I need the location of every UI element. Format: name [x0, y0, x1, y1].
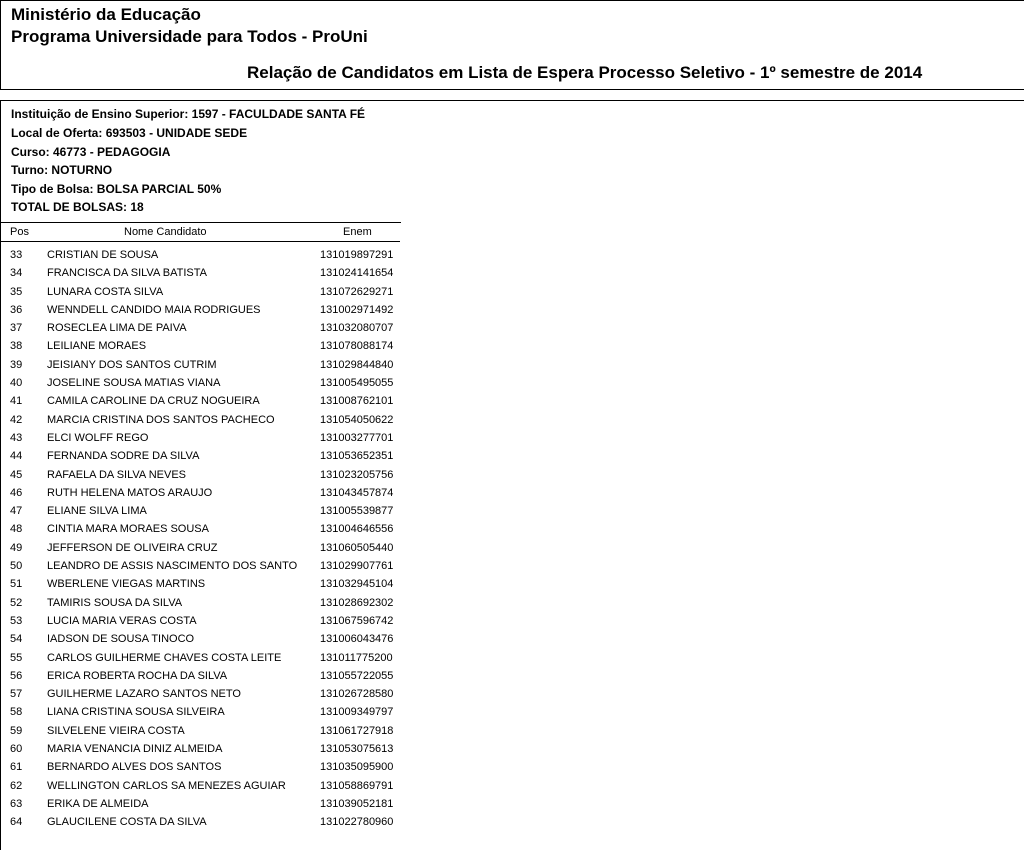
cell-enem: 131024141654	[320, 267, 394, 280]
cell-pos: 39	[10, 358, 23, 371]
table-row	[0, 319, 400, 337]
cell-pos: 51	[10, 578, 23, 591]
cell-pos: 40	[10, 377, 23, 390]
cell-name: LUCIA MARIA VERAS COSTA	[47, 614, 197, 627]
cell-enem: 131053652351	[320, 450, 394, 463]
cell-enem: 131029907761	[320, 560, 394, 573]
cell-name: LIANA CRISTINA SOUSA SILVEIRA	[47, 706, 225, 719]
table-row	[0, 758, 400, 776]
candidate-table	[0, 246, 400, 832]
shift-line: Turno: NOTURNO	[11, 163, 113, 177]
cell-pos: 61	[10, 761, 23, 774]
cell-enem: 131029844840	[320, 358, 394, 371]
cell-enem: 131061727918	[320, 724, 394, 737]
cell-pos: 56	[10, 669, 23, 682]
cell-name: GLAUCILENE COSTA DA SILVA	[47, 816, 207, 829]
cell-enem: 131009349797	[320, 706, 394, 719]
cell-pos: 38	[10, 340, 23, 353]
cell-enem: 131003277701	[320, 431, 394, 444]
cell-name: JOSELINE SOUSA MATIAS VIANA	[47, 377, 221, 390]
cell-name: BERNARDO ALVES DOS SANTOS	[47, 761, 222, 774]
cell-name: IADSON DE SOUSA TINOCO	[47, 633, 195, 646]
cell-pos: 36	[10, 303, 23, 316]
cell-pos: 55	[10, 651, 23, 664]
table-row	[0, 813, 400, 831]
cell-name: SILVELENE VIEIRA COSTA	[47, 724, 185, 737]
cell-pos: 52	[10, 596, 23, 609]
table-row	[0, 575, 400, 593]
table-row	[0, 484, 400, 502]
cell-enem: 131039052181	[320, 797, 394, 810]
cell-name: ERICA ROBERTA ROCHA DA SILVA	[47, 669, 228, 682]
table-row	[0, 411, 400, 429]
cell-enem: 131072629271	[320, 285, 394, 298]
table-row	[0, 685, 400, 703]
table-row	[0, 539, 400, 557]
cell-name: ELIANE SILVA LIMA	[47, 505, 147, 518]
cell-pos: 41	[10, 395, 23, 408]
cell-name: TAMIRIS SOUSA DA SILVA	[47, 596, 183, 609]
table-row	[0, 557, 400, 575]
cell-enem: 131011775200	[320, 651, 393, 664]
cell-name: CRISTIAN DE SOUSA	[47, 249, 159, 261]
cell-pos: 33	[10, 249, 23, 261]
table-row	[0, 374, 400, 392]
program-title: Programa Universidade para Todos - ProUni	[11, 27, 368, 46]
cell-name: WELLINGTON CARLOS SA MENEZES AGUIAR	[47, 779, 286, 792]
cell-name: LUNARA COSTA SILVA	[47, 285, 164, 298]
table-row	[0, 301, 400, 319]
table-row	[0, 630, 400, 648]
cell-enem: 131023205756	[320, 468, 394, 481]
table-row	[0, 795, 400, 813]
table-row	[0, 356, 400, 374]
cell-name: JEISIANY DOS SANTOS CUTRIM	[47, 358, 217, 371]
ministry-title: Ministério da Educação	[11, 5, 201, 24]
table-row	[0, 337, 400, 355]
cell-name: CAMILA CAROLINE DA CRUZ NOGUEIRA	[47, 395, 260, 408]
table-row	[0, 612, 400, 630]
table-row	[0, 264, 400, 282]
cell-pos: 37	[10, 322, 23, 335]
cell-enem: 131004646556	[320, 523, 394, 536]
cell-pos: 35	[10, 285, 23, 298]
cell-enem: 131067596742	[320, 614, 394, 627]
total-scholarships-line: TOTAL DE BOLSAS: 18	[11, 200, 144, 214]
cell-name: JEFFERSON DE OLIVEIRA CRUZ	[47, 541, 218, 554]
course-line: Curso: 46773 - PEDAGOGIA	[11, 145, 171, 159]
cell-name: GUILHERME LAZARO SANTOS NETO	[47, 688, 241, 701]
table-row	[0, 594, 400, 612]
cell-pos: 49	[10, 541, 23, 554]
cell-enem: 131035095900	[320, 761, 394, 774]
table-header	[0, 223, 400, 242]
report-title: Relação de Candidatos em Lista de Espera Processo Seletivo - 1º semestre de 2014	[247, 63, 923, 82]
table-row	[0, 703, 400, 721]
cell-pos: 58	[10, 706, 23, 719]
cell-pos: 44	[10, 450, 23, 463]
cell-enem: 131008762101	[320, 395, 394, 408]
cell-pos: 53	[10, 614, 23, 627]
cell-name: FERNANDA SODRE DA SILVA	[47, 450, 200, 463]
table-row	[0, 649, 400, 667]
cell-name: WBERLENE VIEGAS MARTINS	[47, 578, 206, 591]
cell-pos: 59	[10, 724, 23, 737]
cell-pos: 42	[10, 413, 23, 426]
cell-name: LEANDRO DE ASSIS NASCIMENTO DOS SANTO	[47, 560, 298, 573]
table-row	[0, 520, 400, 538]
cell-name: RAFAELA DA SILVA NEVES	[47, 468, 186, 481]
cell-enem: 131006043476	[320, 633, 394, 646]
report-header	[0, 0, 1024, 90]
cell-name: MARIA VENANCIA DINIZ ALMEIDA	[47, 743, 223, 756]
cell-pos: 64	[10, 816, 23, 829]
column-header-enem: Enem	[343, 226, 372, 238]
cell-enem: 131032080707	[320, 322, 394, 335]
cell-enem: 131019897291	[320, 249, 394, 261]
cell-enem: 131078088174	[320, 340, 394, 353]
cell-name: CARLOS GUILHERME CHAVES COSTA LEITE	[47, 651, 282, 664]
scholarship-type-line: Tipo de Bolsa: BOLSA PARCIAL 50%	[11, 182, 222, 196]
table-row	[0, 667, 400, 685]
table-row	[0, 777, 400, 795]
cell-enem: 131026728580	[320, 688, 394, 701]
cell-enem: 131054050622	[320, 413, 394, 426]
table-row	[0, 740, 400, 758]
cell-enem: 131053075613	[320, 743, 394, 756]
cell-name: ROSECLEA LIMA DE PAIVA	[47, 322, 187, 335]
cell-name: ERIKA DE ALMEIDA	[47, 797, 149, 810]
cell-name: FRANCISCA DA SILVA BATISTA	[47, 267, 207, 280]
cell-pos: 43	[10, 431, 23, 444]
table-row	[0, 283, 400, 301]
cell-name: LEILIANE MORAES	[47, 340, 147, 353]
cell-enem: 131005495055	[320, 377, 394, 390]
column-header-pos: Pos	[10, 226, 29, 238]
table-row	[0, 447, 400, 465]
cell-name: WENNDELL CANDIDO MAIA RODRIGUES	[47, 303, 261, 316]
cell-enem: 131060505440	[320, 541, 394, 554]
institution-line: Instituição de Ensino Superior: 1597 - FACULDADE SANTA FÉ	[11, 107, 366, 121]
cell-pos: 50	[10, 560, 23, 573]
table-row	[0, 502, 400, 520]
table-row	[0, 246, 400, 264]
cell-name: ELCI WOLFF REGO	[47, 431, 149, 444]
cell-enem: 131005539877	[320, 505, 394, 518]
cell-enem: 131022780960	[320, 816, 394, 829]
cell-enem: 131055722055	[320, 669, 394, 682]
cell-pos: 45	[10, 468, 23, 481]
cell-pos: 47	[10, 505, 23, 518]
cell-name: CINTIA MARA MORAES SOUSA	[47, 523, 209, 536]
cell-pos: 57	[10, 688, 23, 701]
cell-name: MARCIA CRISTINA DOS SANTOS PACHECO	[47, 413, 275, 426]
cell-pos: 62	[10, 779, 23, 792]
cell-pos: 63	[10, 797, 23, 810]
cell-pos: 48	[10, 523, 23, 536]
cell-enem: 131058869791	[320, 779, 394, 792]
cell-name: RUTH HELENA MATOS ARAUJO	[47, 486, 213, 499]
table-row	[0, 722, 400, 740]
table-row	[0, 466, 400, 484]
cell-pos: 46	[10, 486, 23, 499]
offer-location-line: Local de Oferta: 693503 - UNIDADE SEDE	[11, 126, 248, 140]
cell-pos: 34	[10, 267, 23, 280]
cell-pos: 54	[10, 633, 23, 646]
table-row	[0, 429, 400, 447]
table-row	[0, 392, 400, 410]
cell-enem: 131002971492	[320, 303, 394, 316]
cell-pos: 60	[10, 743, 23, 756]
column-header-name: Nome Candidato	[124, 226, 207, 238]
cell-enem: 131028692302	[320, 596, 394, 609]
cell-enem: 131032945104	[320, 578, 394, 591]
cell-enem: 131043457874	[320, 486, 394, 499]
